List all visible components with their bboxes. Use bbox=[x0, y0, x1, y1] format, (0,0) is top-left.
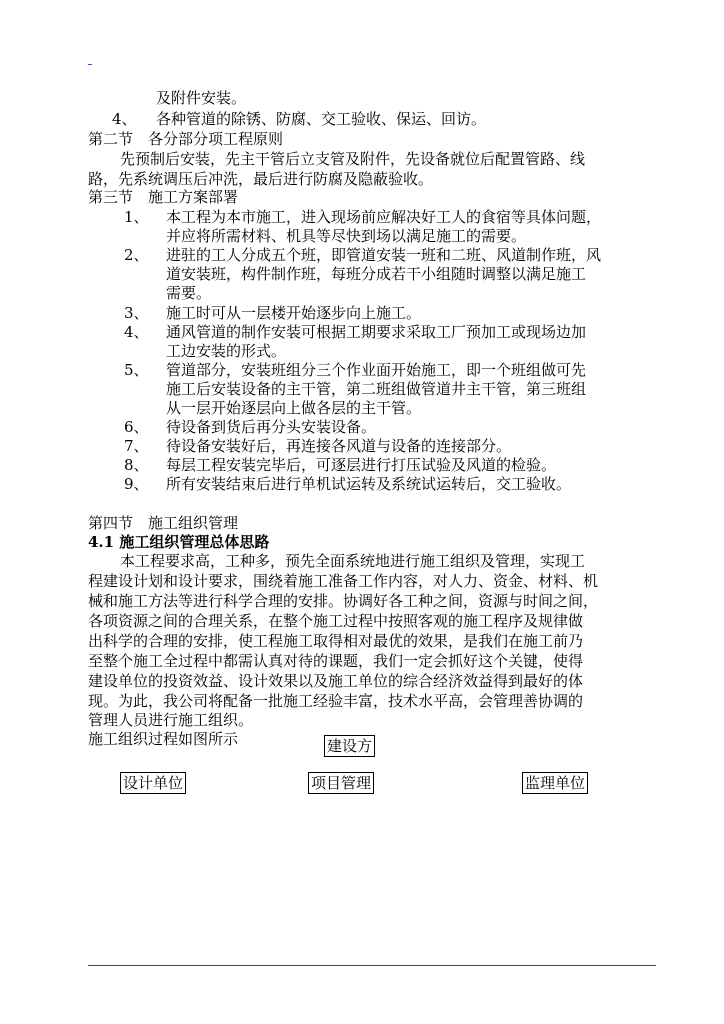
list-item-text: 工边安装的形式。 bbox=[166, 342, 287, 360]
org-box-supervision-unit: 监理单位 bbox=[522, 772, 588, 794]
list-number: 3、 bbox=[124, 304, 149, 322]
footer-divider bbox=[88, 965, 656, 966]
paragraph-line: 建设单位的投资效益、设计效果以及施工单位的综合经济效益得到最好的体 bbox=[88, 672, 584, 690]
list-number: 9、 bbox=[124, 475, 149, 493]
org-box-project-management: 项目管理 bbox=[308, 772, 374, 794]
org-box-owner: 建设方 bbox=[324, 735, 375, 757]
paragraph-line: 管理人员进行施工组织。 bbox=[88, 711, 254, 729]
paragraph-line: 出科学的合理的安排，使工程施工取得相对最优的效果，是我们在施工前乃 bbox=[88, 632, 584, 650]
org-box-design-unit: 设计单位 bbox=[120, 772, 186, 794]
list-number: 1、 bbox=[124, 208, 149, 226]
section-heading: 第四节 施工组织管理 bbox=[88, 514, 239, 532]
paragraph-line: 先预制后安装，先主干管后立支管及附件，先设备就位后配置管路、线 bbox=[120, 150, 586, 168]
paragraph-line: 本工程要求高，工种多，预先全面系统地进行施工组织及管理，实现工 bbox=[120, 552, 586, 570]
list-item-text: 需要。 bbox=[166, 284, 212, 302]
cursor-mark bbox=[88, 64, 92, 65]
list-item-text: 管道部分，安装班组分三个作业面开始施工，即一个班组做可先 bbox=[166, 361, 587, 379]
list-item-text: 各种管道的除锈、防腐、交工验收、保运、回访。 bbox=[156, 110, 487, 128]
section-heading: 第二节 各分部分项工程原则 bbox=[88, 130, 284, 148]
list-number: 5、 bbox=[124, 361, 149, 379]
diagram-caption: 施工组织过程如图所示 bbox=[88, 730, 239, 748]
list-number: 4、 bbox=[112, 110, 137, 128]
list-item-text: 本工程为本市施工，进入现场前应解决好工人的食宿等具体问题， bbox=[166, 208, 602, 226]
list-item-text: 从一层开始逐层向上做各层的主干管。 bbox=[166, 399, 422, 417]
continuation-line: 及附件安装。 bbox=[156, 89, 247, 107]
list-number: 7、 bbox=[124, 437, 149, 455]
list-item-text: 待设备安装好后，再连接各风道与设备的连接部分。 bbox=[166, 437, 512, 455]
list-number: 4、 bbox=[124, 323, 149, 341]
section-heading: 第三节 施工方案部署 bbox=[88, 188, 239, 206]
list-number: 6、 bbox=[124, 418, 149, 436]
list-item-text: 道安装班，构件制作班，每班分成若干小组随时调整以满足施工 bbox=[166, 265, 587, 283]
list-item-text: 施工时可从一层楼开始逐步向上施工。 bbox=[166, 304, 422, 322]
paragraph-line: 至整个施工全过程中都需认真对待的课题，我们一定会抓好这个关键，使得 bbox=[88, 652, 584, 670]
paragraph-line: 现。为此，我公司将配备一批施工经验丰富，技术水平高，会管理善协调的 bbox=[88, 692, 584, 710]
paragraph-line: 路，先系统调压后冲洗，最后进行防腐及隐蔽验收。 bbox=[88, 170, 434, 188]
list-item-text: 所有安装结束后进行单机试运转及系统试运转后，交工验收。 bbox=[166, 475, 572, 493]
list-item-text: 通风管道的制作安装可根据工期要求采取工厂预加工或现场边加 bbox=[166, 323, 587, 341]
list-item-text: 并应将所需材料、机具等尽快到场以满足施工的需要。 bbox=[166, 227, 527, 245]
sub-heading: 4.1 施工组织管理总体思路 bbox=[88, 533, 270, 551]
list-item-text: 进驻的工人分成五个班，即管道安装一班和二班、风道制作班，风 bbox=[166, 246, 602, 264]
list-item-text: 施工后安装设备的主干管，第二班组做管道井主干管，第三班组 bbox=[166, 380, 587, 398]
list-number: 2、 bbox=[124, 246, 149, 264]
paragraph-line: 械和施工方法等进行科学合理的安排。协调好各工种之间，资源与时间之间， bbox=[88, 592, 599, 610]
list-item-text: 每层工程安装完毕后，可逐层进行打压试验及风道的检验。 bbox=[166, 456, 557, 474]
paragraph-line: 程建设计划和设计要求，围绕着施工准备工作内容，对人力、资金、材料、机 bbox=[88, 572, 599, 590]
paragraph-line: 各项资源之间的合理关系，在整个施工过程中按照客观的施工程序及规律做 bbox=[88, 612, 584, 630]
list-item-text: 待设备到货后再分头安装设备。 bbox=[166, 418, 377, 436]
list-number: 8、 bbox=[124, 456, 149, 474]
